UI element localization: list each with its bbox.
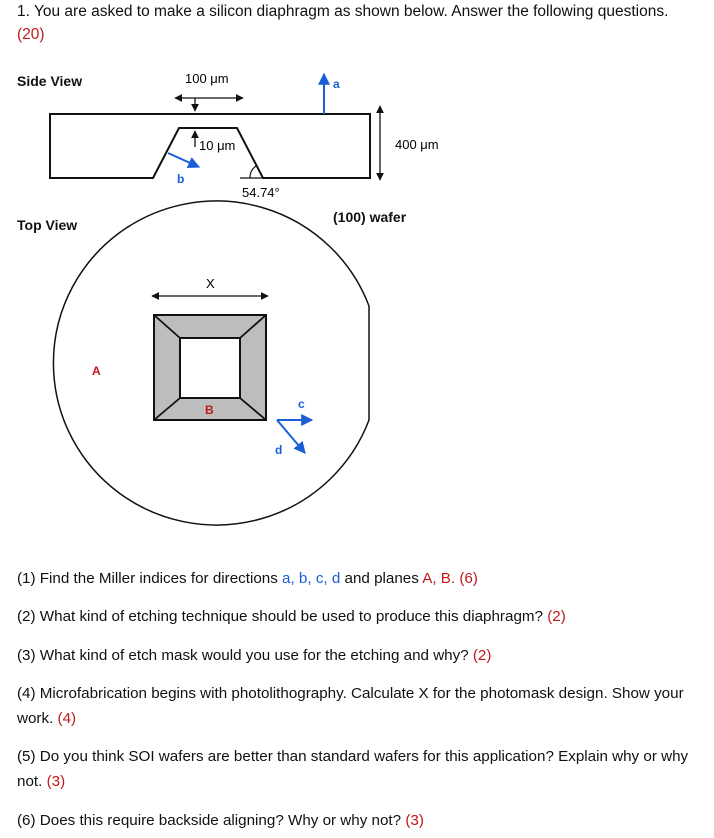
dim-100um-text: 100 μm: [185, 71, 229, 86]
direction-d-label: d: [275, 443, 283, 457]
subquestion-5-text: (5) Do you think SOI wafers are better than standard wafers for this application? Explain why or why not.: [17, 748, 689, 790]
wafer-label: (100) wafer: [333, 209, 407, 225]
question-points: (20): [17, 26, 45, 43]
plane-b-label: B: [205, 403, 214, 417]
subquestion-3-text: (3) What kind of etch mask would you use for the etching and why?: [17, 647, 473, 664]
subquestion-6-text: (6) Does this require backside aligning? Why or why not?: [17, 812, 406, 829]
subquestion-1-text: (1) Find the Miller indices for directions: [17, 570, 283, 587]
angle-arc: [250, 166, 256, 178]
direction-b-arrow: [168, 153, 199, 167]
side-view-diagram: [50, 71, 439, 200]
pit-bottom-diaphragm: [180, 338, 240, 398]
subquestion-4-points: (4): [57, 710, 77, 727]
subquestion-5-points: (3): [46, 773, 66, 790]
top-view-label: Top View: [17, 217, 78, 233]
angle-text: 54.74°: [242, 185, 280, 200]
subquestion-1-points: (6): [455, 570, 478, 587]
subquestion-2-text: (2) What kind of etching technique should be used to produce this diaphragm?: [17, 608, 548, 625]
subquestion-2: [17, 604, 566, 629]
subquestion-3: [17, 643, 491, 668]
direction-c-label: c: [298, 397, 305, 411]
dim-x-text: X: [206, 276, 215, 291]
subquestion-4: [17, 681, 702, 731]
top-view-diagram: [53, 201, 369, 525]
subquestion-1-planes: A, B.: [422, 570, 456, 587]
subquestion-1-directions: a, b, c, d: [282, 570, 341, 587]
direction-b-label: b: [177, 172, 185, 186]
subquestion-2-points: (2): [547, 608, 566, 625]
subquestion-4-text: (4) Microfabrication begins with photolithography. Calculate X for the photomask design. Show your work.: [17, 685, 684, 727]
direction-a-label: a: [333, 77, 340, 91]
dim-400um-text: 400 μm: [395, 137, 439, 152]
subquestion-6: [17, 808, 424, 833]
plane-a-label: A: [92, 364, 101, 378]
subquestion-6-points: (3): [405, 812, 424, 829]
subquestion-5: [17, 744, 702, 794]
subquestion-1: [17, 566, 478, 591]
subquestion-3-points: (2): [472, 647, 492, 664]
question-text: 1. You are asked to make a silicon diaphragm as shown below. Answer the following questions.: [17, 3, 669, 20]
subquestion-1-mid: and planes: [340, 570, 423, 587]
dim-10um-text: 10 μm: [199, 138, 236, 153]
side-view-label: Side View: [17, 73, 83, 89]
